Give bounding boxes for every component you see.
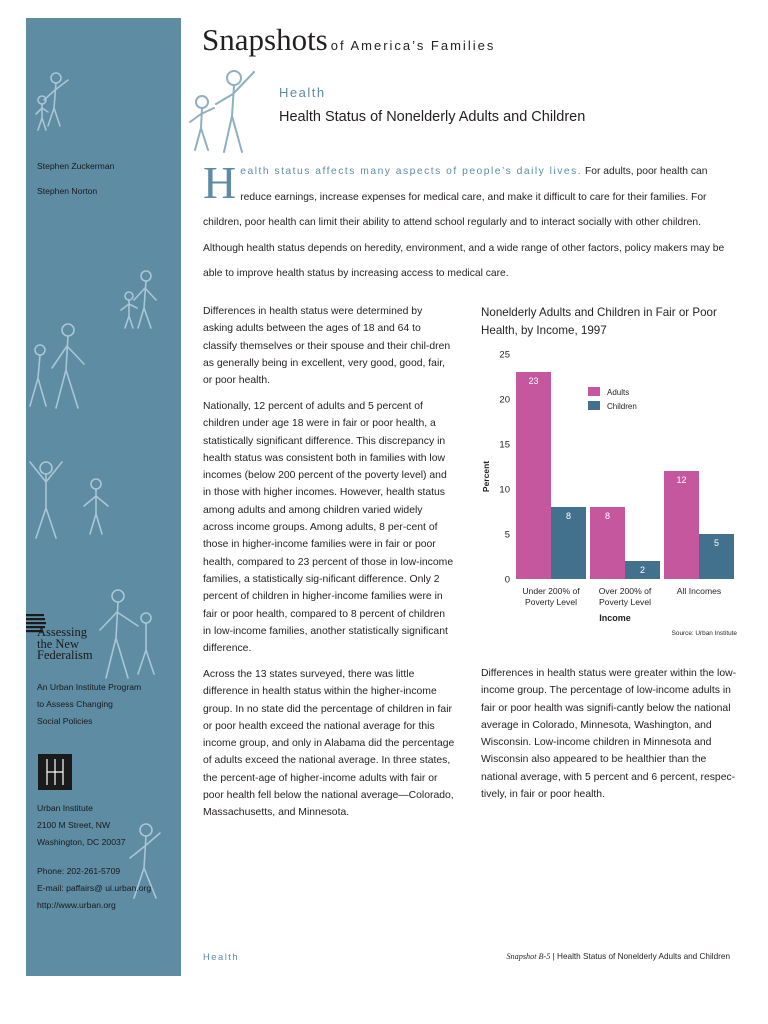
y-tick-label: 10 (499, 484, 510, 496)
program-logo-text (37, 627, 93, 662)
data-label: 8 (565, 511, 572, 521)
body-paragraph: Differences in health status were greater within the low-income group. The percentage of low-income adults in fair or poor health was signifi-cantly below the national average in Colorado, Minnesota, Washington, and Wisconsin. Low-income children in Minnesota and Wisconsin also appeared to be healthier than the national average, with 5 percent and 6 percent, respec-tively, in fair or poor health. (481, 668, 737, 801)
logo-line: Federalism (37, 648, 93, 662)
legend-label: Children (607, 402, 637, 411)
contact-phone: Phone: 202-261-5709 (37, 866, 121, 876)
legend-swatch (588, 387, 600, 396)
y-tick-label: 15 (499, 439, 510, 451)
bar-chart (478, 340, 743, 645)
program-desc-line: Social Policies (37, 716, 93, 726)
contact-line: 2100 M Street, NW (37, 820, 111, 830)
y-tick-label: 5 (504, 529, 510, 541)
footer-title: Health Status of Nonelderly Adults and Children (557, 952, 730, 961)
x-tick-label: All Incomes (676, 586, 722, 596)
body-column-left (203, 303, 455, 830)
contact-line: Urban Institute (37, 803, 93, 813)
y-axis-label: Percent (481, 460, 491, 493)
intro-text: For adults, poor health can reduce earnings, increase expenses for medical care, and make it difficult to care for their families. For children, poor health can limit their ability to attend school regularly and to interact socially with other children. Although health status depends on heredity, environment, and a wide range of other factors, policy makers may be able to improve health status by increasing access to medical care. (203, 166, 725, 279)
x-tick-label: Poverty Level (524, 597, 578, 607)
program-desc-line: An Urban Institute Program (37, 682, 142, 692)
contact-info (37, 800, 151, 914)
data-label: 5 (713, 538, 720, 548)
data-label: 12 (676, 475, 687, 485)
contact-website[interactable]: http://www.urban.org (37, 900, 116, 910)
body-paragraph: Differences in health status were determined by asking adults between the ages of 18 and 64 to classify themselves or their spouse and their chil-dren as generally being in excellent, very good, good, fair, or poor health. (203, 306, 451, 387)
x-tick-label: Under 200% of (522, 586, 580, 596)
bar-adults (664, 471, 699, 579)
author-name: Stephen Zuckerman (37, 161, 115, 171)
legend-swatch (588, 401, 600, 410)
y-tick-label: 0 (504, 574, 510, 586)
data-label: 23 (528, 376, 539, 386)
drop-cap: H (203, 157, 237, 208)
header-figures-illustration (184, 64, 264, 159)
body-paragraph: Nationally, 12 percent of adults and 5 percent of children under age 18 were in fair or poor health, a statistically significant difference. This discrepancy in health status was consistent both in families with low incomes (below 200 percent of the poverty level) and in those with higher incomes. However, health status among adults and among children varied widely across income groups. Among adults, 8 per-cent of those in higher-income families were in fair or poor health, compared to 23 percent of those in low-income families, a statistically sig-nificant difference. Only 2 percent of children in higher-income families were in fair or poor health, compared to 8 percent of children in low-income families, another statistically significant difference. (203, 400, 454, 655)
body-column-right (481, 665, 737, 803)
footer-section-label: Health (203, 951, 240, 962)
footer-running-title (506, 952, 730, 961)
author-name: Stephen Norton (37, 186, 98, 196)
publication-brand (202, 22, 495, 58)
chart-source: Source: Urban Institute (671, 630, 737, 637)
chart-title: Nonelderly Adults and Children in Fair or Poor Health, by Income, 1997 (481, 306, 717, 337)
contact-line: Washington, DC 20037 (37, 837, 126, 847)
section-label: Health (279, 85, 326, 100)
brand-sub: of America’s Families (330, 38, 496, 53)
program-description (37, 679, 141, 730)
contact-email[interactable]: E-mail: paffairs@ ui.urban.org (37, 883, 152, 893)
bar-adults (516, 372, 551, 579)
x-axis-label: Income (599, 613, 631, 623)
brand-main: Snapshots (202, 22, 328, 57)
y-tick-label: 25 (499, 349, 510, 361)
footer-snapshot-id: Snapshot B-5 (506, 952, 551, 961)
page-title: Health Status of Nonelderly Adults and Children (279, 109, 586, 125)
logo-line: the New (37, 636, 79, 651)
intro-paragraph (203, 159, 733, 287)
author-list (37, 158, 114, 200)
legend-label: Adults (607, 388, 630, 397)
body-paragraph: Across the 13 states surveyed, there was little difference in health status within the higher-income group. In no state did the percentage of children in fair or poor health exceed the national average for this income group, and only in Alabama did the percentage of adults exceed the national average. In three states, the percent-age of higher-income adults with fair or poor health fell below the national average—Colorado, Massachusetts, and Minnesota. (203, 668, 455, 819)
y-tick-label: 20 (499, 394, 510, 406)
logo-line: Assessing (37, 625, 88, 639)
urban-institute-logo (38, 754, 72, 790)
intro-lead: ealth status affects many aspects of people’s daily lives. (240, 166, 583, 177)
data-label: 8 (604, 511, 611, 521)
x-tick-label: Over 200% of (598, 586, 652, 596)
program-desc-line: to Assess Changing (37, 699, 113, 709)
data-label: 2 (639, 565, 646, 575)
x-tick-label: Poverty Level (598, 597, 652, 607)
footer-separator: | (550, 952, 558, 961)
